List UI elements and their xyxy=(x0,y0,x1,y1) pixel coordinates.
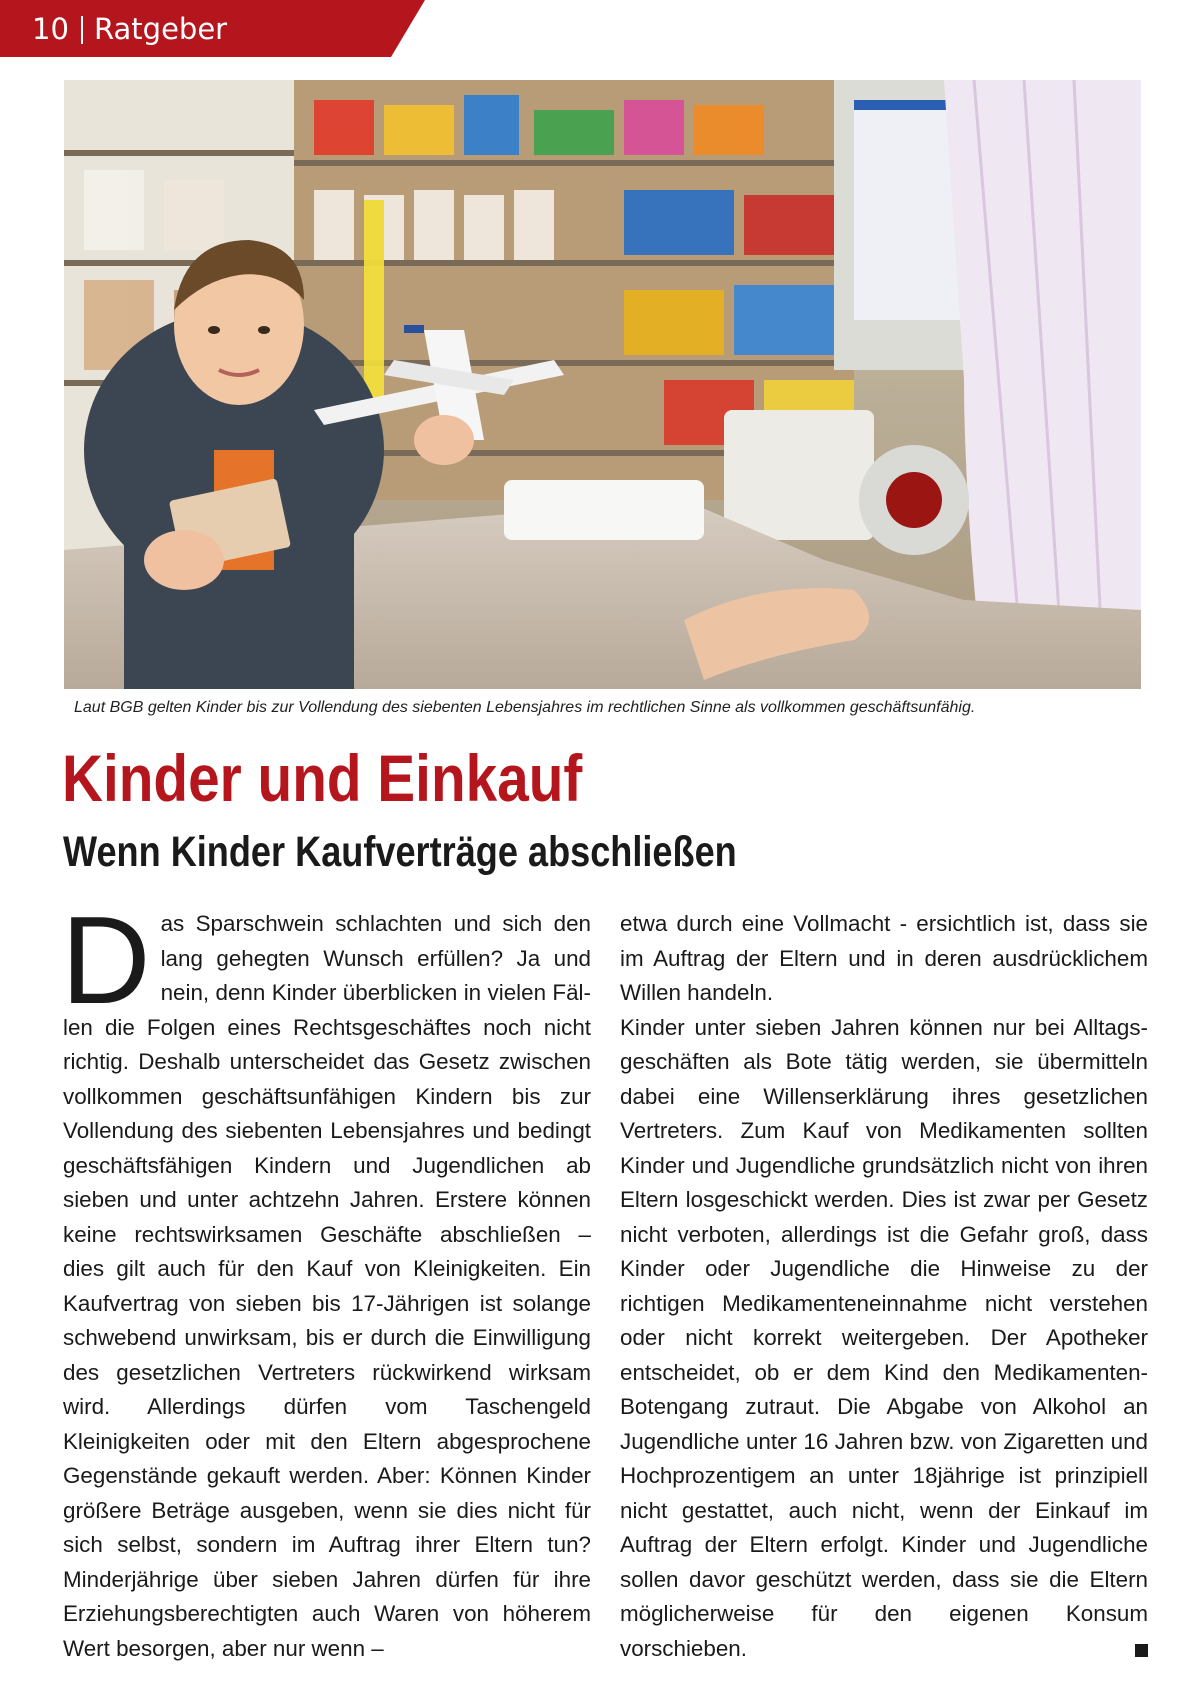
article-column-right xyxy=(620,907,1148,1666)
photo-caption: Laut BGB gelten Kinder bis zur Vollendung des siebenten Lebensjahres im rechtlichen Sinne als vollkommen geschäftsunfähig. xyxy=(74,699,976,716)
article-title: Kinder und Einkauf xyxy=(62,741,583,815)
photo-illustration xyxy=(64,80,1141,689)
article-column-left xyxy=(61,892,591,1666)
end-of-article-square-icon xyxy=(1135,1644,1148,1657)
column-right-paragraph-2-text: Kinder unter sieben Jahren können nur bei Alltagsgeschäften als Bote tätig werden, sie übermitteln dabei eine Willenserklärung ihres gesetzlichen Vertreters. Zum Kauf von Medikamenten sollten Kinder und Jugendliche grundsätzlich nicht von ihren Eltern losgeschickt werden. Dies ist zwar per Gesetz nicht verboten, allerdings ist die Gefahr groß, dass Kinder oder Jugendliche die Hinweise zu der richtigen Medikamenteneinnahme nicht verstehen oder nicht korrekt weitergeben. Der Apotheker entscheidet, ob er dem Kind den Medikamenten-Botengang zutraut. Die Abgabe von Alkohol an Jugendliche unter 16 Jahren bzw. von Zigaretten und Hochprozentigem an unter 18jährige ist prinzipiell nicht gestattet, auch nicht, wenn der Einkauf im Auftrag der Eltern erfolgt. Kinder und Jugendliche sollen davor geschützt werden, dass sie die Eltern möglicherweise für den eigenen Konsum vorschieben. xyxy=(620,1014,1148,1661)
header-divider xyxy=(81,16,83,44)
section-label: Ratgeber xyxy=(94,12,228,46)
article-subtitle: Wenn Kinder Kaufverträge abschließen xyxy=(63,828,737,876)
page-number: 10 xyxy=(32,12,69,46)
column-right-paragraph-2 xyxy=(620,1011,1148,1667)
drop-cap: D xyxy=(61,892,151,1030)
column-right-paragraph-1: etwa durch eine Vollmacht - ersichtlich ist, dass sie im Auftrag der Eltern und in deren ausdrücklichem Willen handeln. xyxy=(620,911,1148,1005)
column-left-text: as Sparschwein schlachten und sich den lang gehegten Wunsch erfüllen? Ja und nein, denn Kinder überblicken in vielen Fällen die Folgen eines Rechtsgeschäftes noch nicht richtig. Deshalb unterscheidet das Gesetz zwischen vollkommen geschäftsunfähigen Kindern bis zur Vollendung des siebenten Lebensjahres und bedingt geschäftsfähigen Kindern und Jugendlichen ab sieben und unter achtzehn Jahren. Erstere können keine rechtswirksamen Geschäfte abschließen – dies gilt auch für den Kauf von Kleinigkeiten. Ein Kaufvertrag von sieben bis 17-Jährigen ist solange schwebend unwirksam, bis er durch die Einwilligung des gesetzlichen Vertreters rückwirkend wirksam wird. Allerdings dürfen vom Taschengeld Kleinigkeiten oder mit den Eltern abgesprochene Gegenstände gekauft werden. Aber: Können Kinder größere Beträge ausgeben, wenn sie dies nicht für sich selbst, sondern im Auftrag ihrer Eltern tun? Minderjährige über sieben Jahren dürfen für ihre Erziehungsberechtigten auch Waren von höherem Wert besorgen, aber nur wenn – xyxy=(63,911,591,1661)
article-photo xyxy=(64,80,1141,689)
